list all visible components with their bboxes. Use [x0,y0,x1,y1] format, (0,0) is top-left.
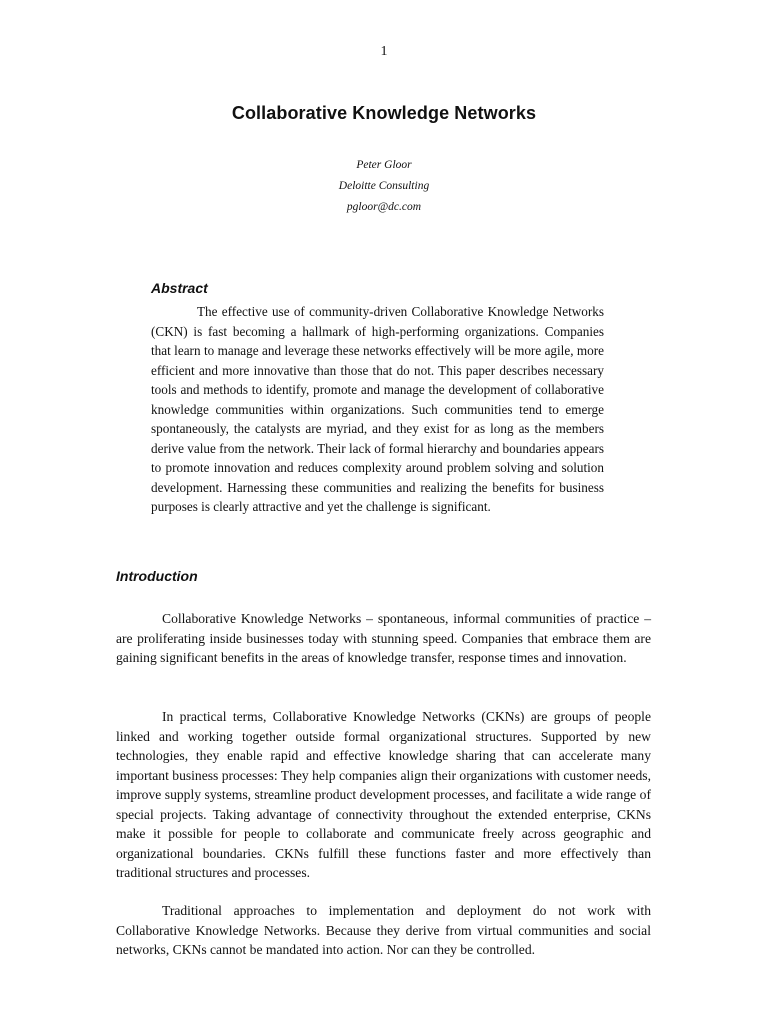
paper-title: Collaborative Knowledge Networks [231,103,537,123]
author-email: pgloor@dc.com [346,201,422,213]
abstract-text: The effective use of community-driven Collaborative Knowledge Networks (CKN) is fast becoming a hallmark of high-performing organizations. Companies that learn to manage and leverage these networks effectively will be more agile, more efficient and more innovative than those that do not. This paper describes necessary tools and methods to identify, promote and manage the development of collaborative knowledge communities within organizations. Such communities tend to emerge spontaneously, the catalysts are myriad, and they exist for as long as the members derive value from the network. Their lack of formal hierarchy and boundaries appears to promote innovation and reduces complexity around problem solving and solution development. Harnessing these communities and realizing the benefits for business purposes is clearly attractive and yet the challenge is significant. [151,304,604,514]
introduction-heading: Introduction [116,568,198,584]
abstract-heading: Abstract [151,280,208,296]
author-name: Peter Gloor [356,159,412,171]
introduction-paragraph: In practical terms, Collaborative Knowledge Networks (CKNs) are groups of people linked and working together outside formal organizational structures. Supported by new technologies, they enable rapid and effective knowledge sharing that can accelerate many important business processes: They help companies align their organizations with customer needs, improve supply systems, streamline product development processes, and facilitate a wide range of special projects. Taking advantage of connectivity throughout the extended enterprise, CKNs make it possible for people to collaborate and communicate freely across geographic and organizational boundaries. CKNs fulfill these functions faster and more effectively than traditional structures and processes. [116,709,651,880]
page-number: 1 [380,44,388,59]
author-affiliation: Deloitte Consulting [338,180,430,192]
introduction-paragraph: Traditional approaches to implementation and deployment do not work with Collaborative Knowledge Networks. Because they derive from virtual communities and social networks, CKNs cannot be mandated into action. Nor can they be controlled. [116,903,651,957]
author-block [0,155,768,218]
introduction-paragraph: Collaborative Knowledge Networks – spontaneous, informal communities of practice – are proliferating inside businesses today with stunning speed. Companies that embrace them are gaining significant benefits in the areas of knowledge transfer, response times and innovation. [116,611,651,665]
